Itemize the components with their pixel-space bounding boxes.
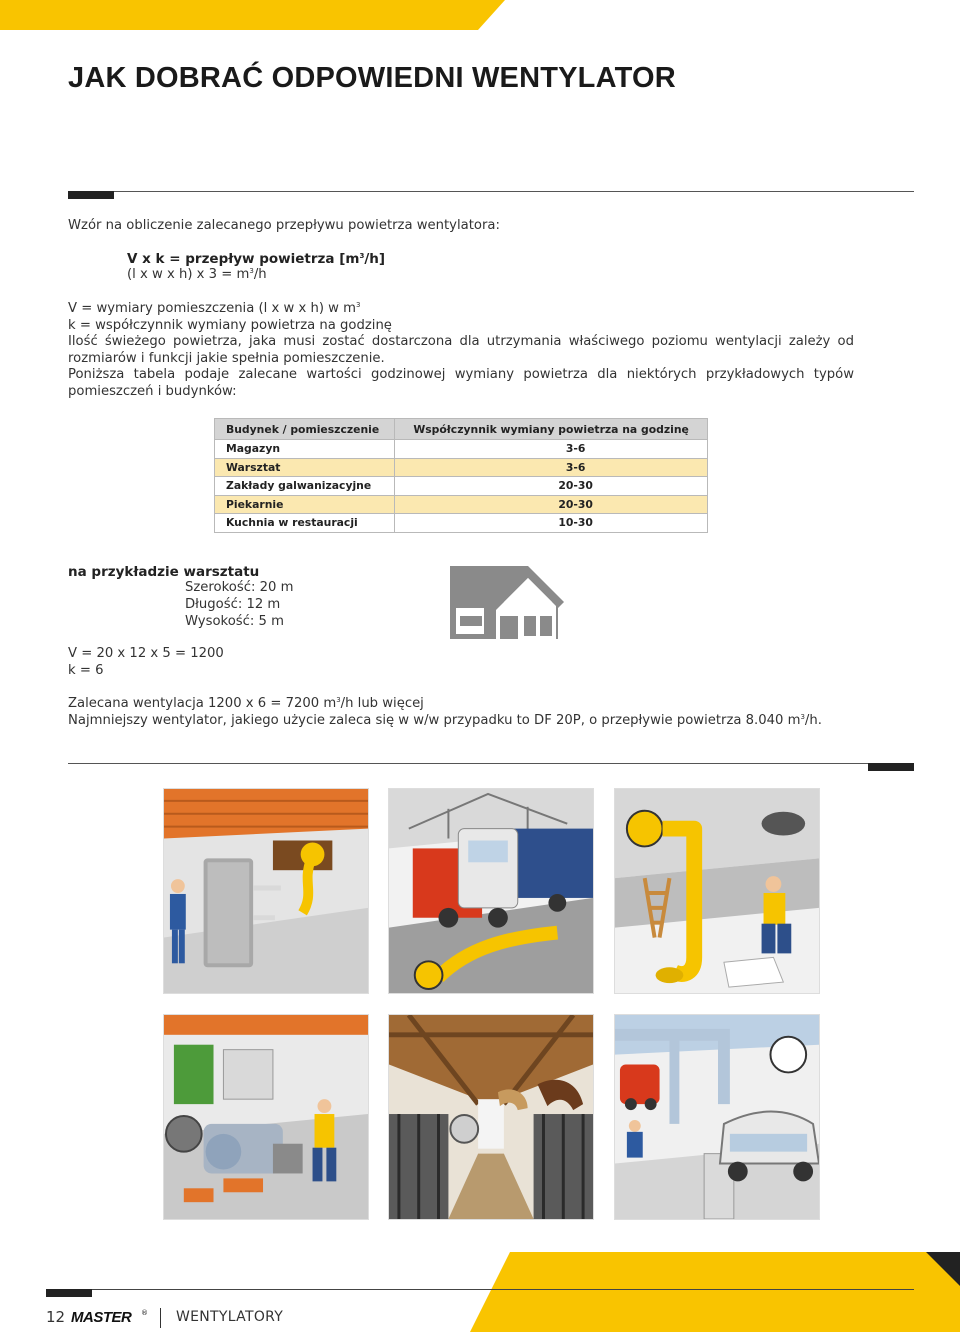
table-cell-building: Magazyn [215,440,395,459]
page-title: JAK DOBRAĆ ODPOWIEDNI WENTYLATOR [68,62,676,94]
car-service-scene-image [615,1015,819,1219]
top-accent-band [0,0,960,30]
section-divider-accent [68,191,114,199]
truck-scene-image [389,789,593,993]
paragraph-fresh-air: Ilość świeżego powietrza, jaka musi zostać dostarczona dla utrzymania właściwego poziomu wentylacji zależy od rozmiarów i funkcji jakie spełnia pomieszczenie. [68,334,854,366]
table-cell-rate: 3-6 [395,440,708,459]
workshop-house-icon [450,566,564,639]
table-row [215,440,708,459]
stable-scene-image [389,1015,593,1219]
formula-intro: Wzór na obliczenie zalecanego przepływu powietrza wentylatora: [68,218,500,233]
table-header-building: Budynek / pomieszczenie [215,419,395,440]
illustration-car-service [614,1014,820,1220]
workshop-scene-image [164,789,368,993]
example-height: Wysokość: 5 m [185,614,284,629]
table-cell-rate: 3-6 [395,458,708,477]
footer-accent [46,1289,92,1297]
example-title: na przykładzie warsztatu [68,564,260,580]
illustration-workshop [163,788,369,994]
footer-separator [160,1308,161,1328]
table-header-rate: Współczynnik wymiany powietrza na godzinę [395,419,708,440]
paragraph-table-intro: Poniższa tabela podaje zalecane wartości godzinowej wymiany powietrza dla niektórych przykładowych typów pomieszczeń i budynków: [68,367,854,399]
table-row [215,514,708,533]
table-cell-building: Piekarnie [215,495,395,514]
master-logo: MASTER [71,1309,132,1326]
factory-scene-image [164,1015,368,1219]
illustration-factory [163,1014,369,1220]
table-cell-rate: 20-30 [395,495,708,514]
confined-space-scene-image [615,789,819,993]
section-divider-bottom [68,763,914,764]
illustration-stable [388,1014,594,1220]
table-header-row [215,419,708,440]
recommended-ventilation: Zalecana wentylacja 1200 x 6 = 7200 $m^3/h$ lub więcej [68,696,424,711]
page-number: 12 [46,1308,66,1326]
table-cell-rate: 10-30 [395,514,708,533]
recommended-fan: Najmniejszy wentylator, jakiego użycie zaleca się w w/w przypadku to DF 20P, o przepływie powietrza 8.040 $m^3/h$. [68,713,822,728]
table-cell-building: Warsztat [215,458,395,477]
footer-rule [46,1289,914,1290]
air-exchange-table [214,418,708,533]
section-divider-top [68,191,914,192]
table-cell-building: Zakłady galwanizacyjne [215,477,395,496]
formula-sub: (l x w x h) x $3 = m^3/h$ [127,267,267,282]
registered-mark: ® [141,1309,148,1317]
example-width: Szerokość: 20 m [185,580,294,595]
table-cell-rate: 20-30 [395,477,708,496]
illustration-confined-space [614,788,820,994]
definition-v: V = wymiary pomieszczenia (l x w x h) w $m^3$ [68,301,361,316]
example-length: Długość: 12 m [185,597,281,612]
illustration-truck-garage [388,788,594,994]
calc-volume: V = 20 x 12 x 5 = 1200 [68,646,224,661]
table-row [215,495,708,514]
definition-k: k = współczynnik wymiany powietrza na godzinę [68,318,392,333]
table-cell-building: Kuchnia w restauracji [215,514,395,533]
formula-main: V x k = przepływ powietrza $[m^3/h]$ [127,251,386,267]
section-divider-accent-right [868,763,914,771]
table-row [215,458,708,477]
bottom-accent-band [0,1252,960,1332]
calc-coefficient: k = 6 [68,663,104,678]
section-name: WENTYLATORY [176,1309,284,1325]
table-row [215,477,708,496]
